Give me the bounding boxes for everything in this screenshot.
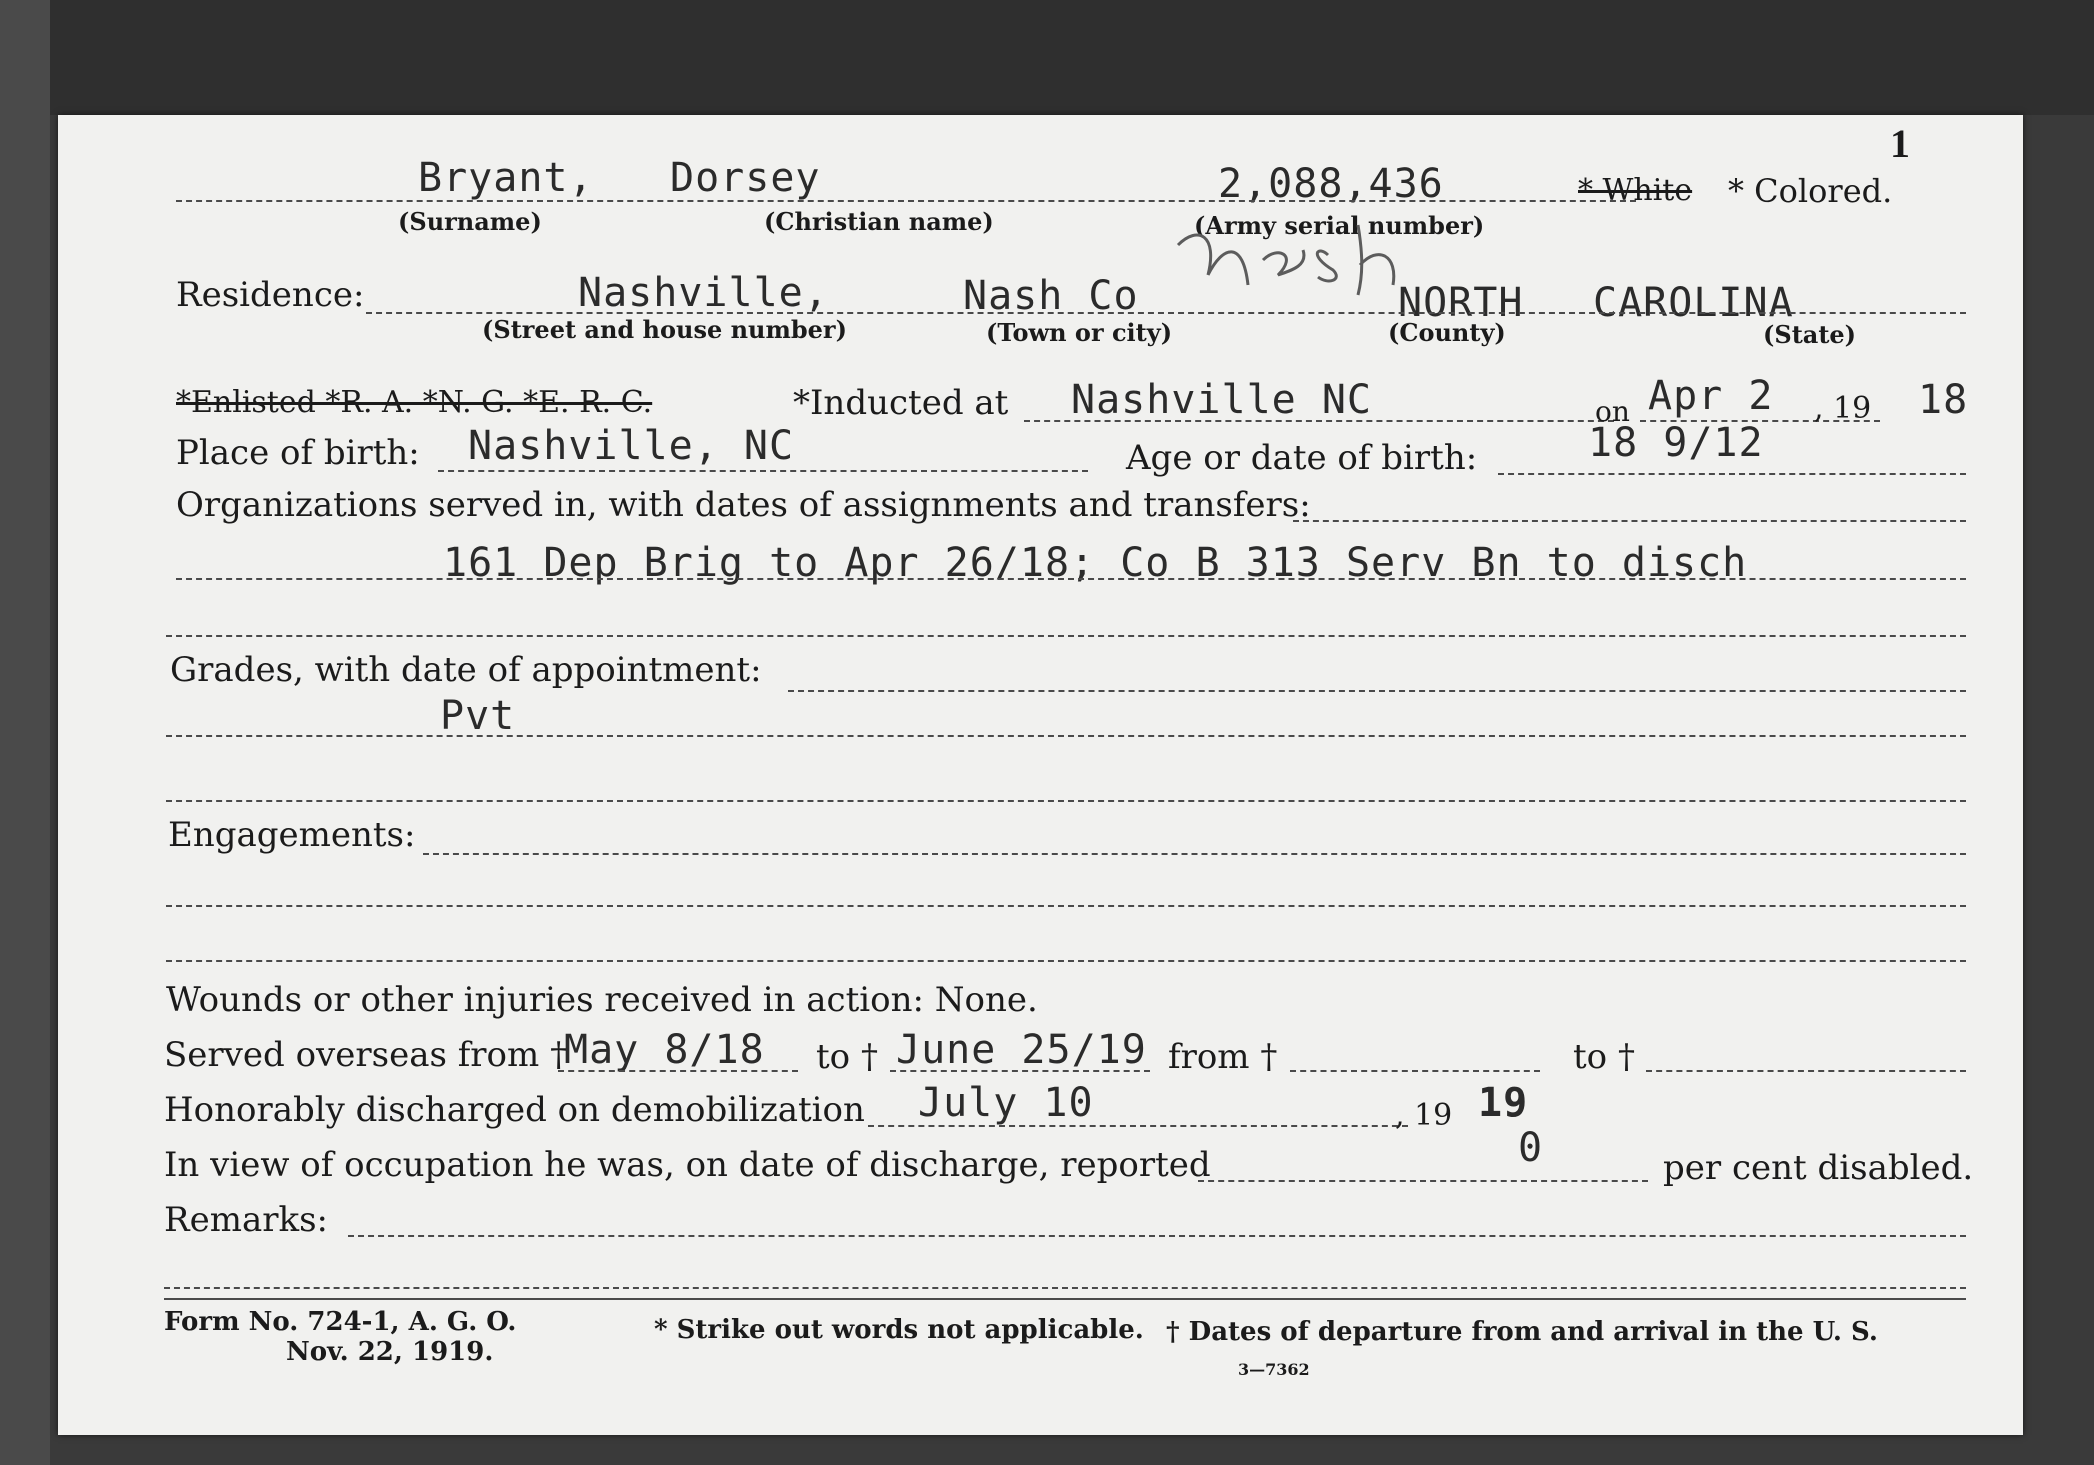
card-number: 1	[1890, 121, 1910, 166]
residence-town-value: Nash Co	[963, 273, 1139, 319]
inducted-at-value: Nashville NC	[1071, 377, 1372, 423]
overseas-label: Served overseas from †	[164, 1035, 568, 1075]
organizations-line-1	[1293, 520, 1966, 522]
on-label: on	[1595, 395, 1630, 428]
discharge-date-line	[868, 1125, 1408, 1127]
residence-state-value: CAROLINA	[1593, 280, 1794, 326]
christian-name-caption: (Christian name)	[764, 207, 994, 236]
to-line-2	[1646, 1070, 1966, 1072]
overseas-to-line	[890, 1070, 1150, 1072]
residence-line	[366, 312, 1966, 314]
footer-rule	[164, 1298, 1966, 1300]
birth-place-line	[438, 470, 1088, 472]
grades-line-3	[166, 800, 1966, 802]
grade-value: Pvt	[440, 693, 516, 739]
occupation-label: In view of occupation he was, on date of discharge, reported	[164, 1145, 1211, 1185]
age-value: 18 9/12	[1588, 420, 1764, 466]
enlisted-options-struck: *Enlisted *R. A. *N. G. *E. R. C.	[176, 385, 653, 420]
from-label: from †	[1168, 1037, 1278, 1077]
race-white-struck: * White	[1578, 173, 1693, 208]
organizations-line-3	[166, 635, 1966, 637]
scan-background-top	[0, 0, 2094, 115]
christian-name-value: Dorsey	[670, 155, 821, 201]
grades-line-1	[788, 690, 1966, 692]
state-caption: (State)	[1763, 320, 1857, 349]
wounds-label: Wounds or other injuries received in action: None.	[166, 980, 1038, 1020]
disabled-value: 0	[1518, 1125, 1544, 1171]
surname-value: Bryant,	[418, 155, 594, 201]
county-caption: (County)	[1388, 318, 1506, 347]
form-date: Nov. 22, 1919.	[286, 1337, 494, 1367]
engagements-line-1	[423, 853, 1966, 855]
footnote-strike-out: * Strike out words not applicable.	[654, 1315, 1144, 1345]
form-number: Form No. 724-1, A. G. O.	[164, 1307, 517, 1337]
grades-label: Grades, with date of appointment:	[170, 650, 762, 690]
age-line	[1498, 473, 1966, 475]
inducted-label: *Inducted at	[793, 383, 1009, 423]
induction-year-value: 18	[1918, 377, 1969, 423]
footnote-dates: † Dates of departure from and arrival in the U. S.	[1166, 1317, 1878, 1347]
residence-county-value: NORTH	[1398, 280, 1524, 326]
inducted-line	[1024, 420, 1614, 422]
scan-background-left	[0, 0, 50, 1465]
surname-caption: (Surname)	[398, 207, 542, 236]
disabled-suffix: per cent disabled.	[1663, 1148, 1974, 1188]
town-caption: (Town or city)	[986, 318, 1173, 347]
organizations-value: 161 Dep Brig to Apr 26/18; Co B 313 Serv Bn to disch	[443, 540, 1748, 586]
remarks-label: Remarks:	[164, 1200, 328, 1240]
race-colored: * Colored.	[1728, 172, 1893, 210]
birth-place-label: Place of birth:	[176, 433, 420, 473]
to-label-2: to †	[1573, 1037, 1635, 1077]
organizations-line-2	[176, 578, 1966, 580]
print-code: 3—7362	[1238, 1360, 1310, 1379]
residence-street-value: Nashville,	[578, 270, 829, 316]
disabled-line	[1198, 1180, 1648, 1182]
discharge-label: Honorably discharged on demobilization	[164, 1090, 865, 1130]
engagements-line-2	[166, 905, 1966, 907]
to-label: to †	[816, 1037, 878, 1077]
overseas-from-value: May 8/18	[564, 1027, 765, 1073]
engagements-label: Engagements:	[168, 815, 416, 855]
remarks-line-2	[164, 1287, 1966, 1289]
serial-number-value: 2,088,436	[1218, 161, 1444, 207]
induction-date-value: Apr 2	[1648, 373, 1774, 419]
grades-line-2	[166, 735, 1966, 737]
overseas-to-value: June 25/19	[896, 1027, 1147, 1073]
from-line	[1290, 1070, 1540, 1072]
discharge-year-value: 19	[1478, 1080, 1529, 1126]
serial-number-caption: (Army serial number)	[1194, 211, 1485, 240]
residence-label: Residence:	[176, 275, 365, 315]
engagements-line-3	[166, 960, 1966, 962]
name-line	[176, 200, 1636, 202]
street-caption: (Street and house number)	[482, 315, 847, 344]
remarks-line-1	[348, 1235, 1966, 1237]
discharge-date-value: July 10	[918, 1080, 1094, 1126]
overseas-from-line	[558, 1070, 798, 1072]
birth-place-value: Nashville, NC	[468, 423, 795, 469]
organizations-label: Organizations served in, with dates of assignments and transfers:	[176, 485, 1311, 525]
service-record-card	[58, 115, 2023, 1435]
discharge-year-prefix: , 19	[1395, 1098, 1453, 1133]
age-label: Age or date of birth:	[1126, 438, 1478, 478]
year-prefix: , 19	[1814, 391, 1872, 426]
